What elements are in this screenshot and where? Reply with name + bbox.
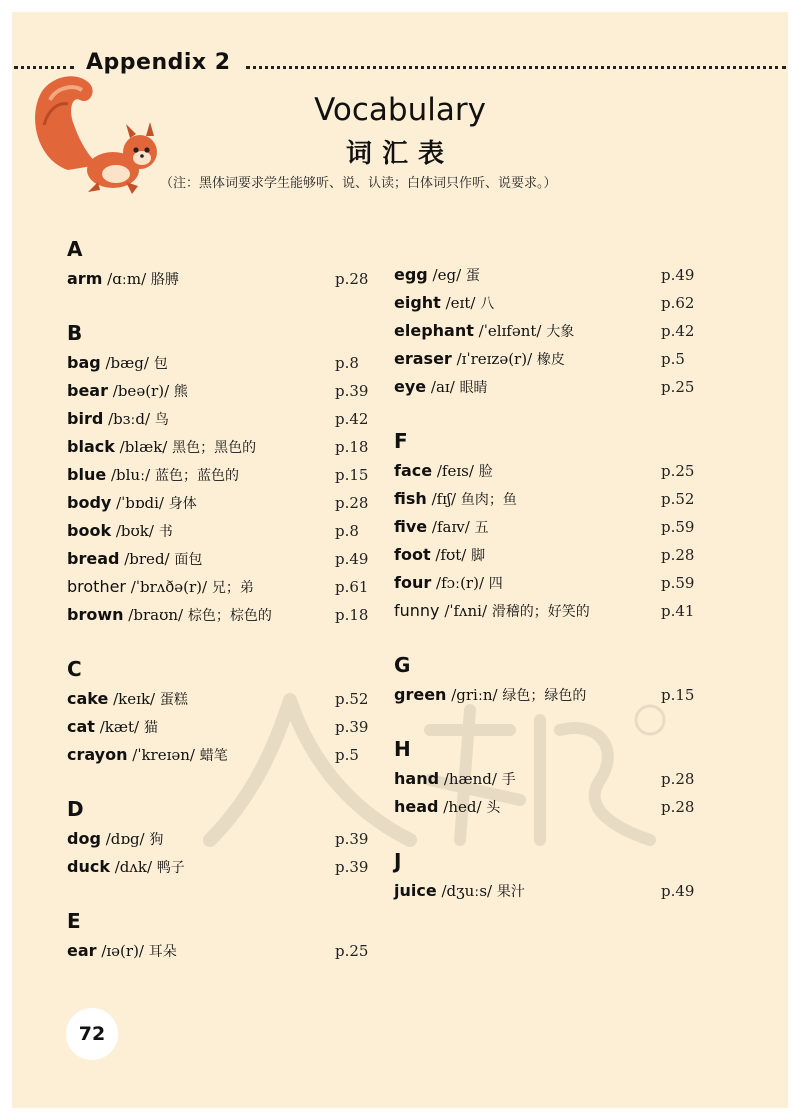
vocab-entry	[67, 349, 359, 377]
entry-meaning: 鸭子	[156, 860, 185, 876]
entry-word: blue	[67, 465, 107, 484]
entry-word: elephant	[394, 321, 474, 340]
entry-phonetic: /eg/	[432, 266, 462, 284]
section-letter: D	[67, 797, 84, 821]
section-h	[394, 737, 695, 821]
entry-word: bird	[67, 409, 104, 428]
section-f	[394, 429, 695, 625]
entry-word: fish	[394, 489, 427, 508]
section-letter: F	[394, 429, 408, 453]
vocab-entry	[394, 261, 695, 289]
vocab-entry	[67, 517, 359, 545]
section-e-continued	[394, 261, 695, 401]
section-g	[394, 653, 695, 709]
entry-meaning: 脚	[471, 548, 486, 564]
entry-meaning: 鱼肉；鱼	[460, 492, 517, 508]
entry-phonetic: /bɜːd/	[108, 410, 151, 428]
header-dotted-rule-right	[246, 66, 786, 69]
entry-phonetic: /ɑːm/	[107, 270, 147, 288]
entry-meaning: 熊	[173, 384, 188, 400]
section-j	[394, 849, 695, 905]
entry-page: p.25	[335, 942, 369, 960]
section-letter: J	[394, 849, 402, 873]
entry-word: foot	[394, 545, 431, 564]
entry-meaning: 脸	[478, 464, 493, 480]
entry-meaning: 兄；弟	[211, 580, 254, 596]
section-letter: E	[67, 909, 81, 933]
entry-word: funny	[394, 601, 440, 620]
usage-note: （注：黑体词要求学生能够听、说、认读；白体词只作听、说要求。）	[160, 176, 557, 191]
page-title: Vocabulary	[314, 92, 486, 128]
section-b	[67, 321, 369, 629]
entry-phonetic: /ˈbɒdi/	[116, 494, 164, 512]
entry-page: p.42	[335, 410, 369, 428]
entry-word: bread	[67, 549, 120, 568]
entry-meaning: 蛋糕	[159, 692, 188, 708]
entry-page: p.15	[661, 686, 695, 704]
entry-page: p.49	[335, 550, 369, 568]
entry-word: cake	[67, 689, 109, 708]
vocab-entry	[67, 405, 369, 433]
entry-page: p.8	[335, 354, 359, 372]
section-letter: G	[394, 653, 411, 677]
entry-meaning: 八	[480, 296, 495, 312]
entry-meaning: 手	[501, 772, 516, 788]
entry-word: juice	[394, 881, 437, 900]
vocab-entry	[394, 681, 695, 709]
entry-page: p.39	[335, 382, 369, 400]
vocab-entry	[394, 569, 695, 597]
entry-word: eye	[394, 377, 427, 396]
entry-meaning: 身体	[168, 496, 197, 512]
vocab-entry	[67, 573, 369, 601]
entry-phonetic: /aɪ/	[430, 378, 455, 396]
vocab-column-right	[394, 261, 695, 905]
entry-phonetic: /beə(r)/	[112, 382, 170, 400]
section-a	[67, 237, 369, 293]
vocab-entry	[394, 793, 695, 821]
entry-phonetic: /keɪk/	[113, 690, 156, 708]
entry-page: p.8	[335, 522, 359, 540]
entry-page: p.52	[335, 690, 369, 708]
entry-meaning: 果汁	[496, 884, 525, 900]
entry-page: p.28	[661, 546, 695, 564]
vocab-entry	[67, 545, 369, 573]
entry-page: p.42	[661, 322, 695, 340]
vocab-entry	[394, 345, 685, 373]
entry-meaning: 猫	[143, 720, 158, 736]
entry-meaning: 包	[153, 356, 168, 372]
entry-phonetic: /griːn/	[451, 686, 498, 704]
entry-page: p.18	[335, 606, 369, 624]
entry-word: ear	[67, 941, 97, 960]
vocab-entry	[67, 853, 369, 881]
entry-meaning: 大象	[546, 324, 575, 340]
entry-page: p.39	[335, 718, 369, 736]
entry-page: p.62	[661, 294, 695, 312]
vocab-entry	[67, 937, 369, 965]
vocab-column-left	[67, 237, 369, 965]
entry-page: p.39	[335, 830, 369, 848]
entry-word: bear	[67, 381, 108, 400]
vocab-entry	[67, 461, 369, 489]
entry-meaning: 五	[474, 520, 489, 536]
entry-meaning: 狗	[149, 832, 164, 848]
header-dotted-rule-left	[14, 66, 74, 69]
vocab-entry	[394, 289, 695, 317]
vocab-entry	[67, 601, 369, 629]
entry-word: black	[67, 437, 115, 456]
entry-page: p.59	[661, 518, 695, 536]
entry-word: dog	[67, 829, 101, 848]
entry-page: p.28	[335, 494, 369, 512]
vocab-entry	[394, 317, 695, 345]
vocab-entry	[394, 513, 695, 541]
entry-page: p.18	[335, 438, 369, 456]
entry-page: p.28	[661, 798, 695, 816]
section-d	[67, 797, 369, 881]
entry-phonetic: /bred/	[124, 550, 170, 568]
entry-meaning: 绿色；绿色的	[502, 688, 587, 704]
entry-word: face	[394, 461, 433, 480]
entry-word: body	[67, 493, 112, 512]
vocab-entry	[67, 825, 369, 853]
entry-word: four	[394, 573, 432, 592]
entry-page: p.15	[335, 466, 369, 484]
vocab-entry	[67, 713, 369, 741]
vocab-entry	[394, 597, 695, 625]
vocab-entry	[67, 685, 369, 713]
entry-page: p.28	[335, 270, 369, 288]
entry-phonetic: /dʌk/	[114, 858, 153, 876]
entry-word: cat	[67, 717, 95, 736]
vocab-entry	[394, 877, 695, 905]
entry-meaning: 蓝色；蓝色的	[154, 468, 239, 484]
entry-meaning: 鸟	[154, 412, 169, 428]
entry-phonetic: /hed/	[443, 798, 482, 816]
entry-page: p.28	[661, 770, 695, 788]
entry-page: p.5	[661, 350, 685, 368]
entry-page: p.49	[661, 266, 695, 284]
vocab-entry	[67, 433, 369, 461]
entry-page: p.61	[335, 578, 369, 596]
vocab-entry	[394, 485, 695, 513]
entry-phonetic: /braʊn/	[128, 606, 184, 624]
entry-word: brother	[67, 577, 127, 596]
entry-word: brown	[67, 605, 124, 624]
entry-word: green	[394, 685, 447, 704]
section-letter: A	[67, 237, 83, 261]
entry-meaning: 橡皮	[536, 352, 565, 368]
section-letter: C	[67, 657, 82, 681]
entry-phonetic: /fɔː(r)/	[436, 574, 485, 592]
entry-meaning: 胳膊	[150, 272, 179, 288]
entry-word: crayon	[67, 745, 128, 764]
entry-word: hand	[394, 769, 440, 788]
entry-word: five	[394, 517, 428, 536]
entry-meaning: 面包	[174, 552, 203, 568]
entry-page: p.59	[661, 574, 695, 592]
entry-word: arm	[67, 269, 103, 288]
entry-meaning: 滑稽的；好笑的	[491, 604, 590, 620]
entry-phonetic: /dɒg/	[105, 830, 145, 848]
entry-page: p.5	[335, 746, 359, 764]
appendix-label: Appendix 2	[86, 50, 231, 75]
entry-meaning: 头	[486, 800, 501, 816]
entry-meaning: 蜡笔	[199, 748, 228, 764]
entry-word: egg	[394, 265, 428, 284]
vocab-entry	[67, 741, 359, 769]
entry-phonetic: /feɪs/	[436, 462, 474, 480]
entry-meaning: 书	[158, 524, 173, 540]
entry-phonetic: /faɪv/	[431, 518, 470, 536]
entry-word: duck	[67, 857, 110, 876]
vocab-entry	[67, 489, 369, 517]
entry-phonetic: /bæg/	[105, 354, 149, 372]
entry-page: p.25	[661, 462, 695, 480]
entry-phonetic: /hænd/	[443, 770, 497, 788]
entry-page: p.39	[335, 858, 369, 876]
entry-meaning: 眼睛	[459, 380, 488, 396]
entry-word: eight	[394, 293, 441, 312]
entry-phonetic: /ˈfʌni/	[444, 602, 488, 620]
vocab-entry	[394, 765, 695, 793]
entry-phonetic: /fɪʃ/	[431, 490, 457, 508]
entry-phonetic: /ˈbrʌðə(r)/	[130, 578, 208, 596]
entry-phonetic: /ˈelɪfənt/	[478, 322, 542, 340]
section-c	[67, 657, 369, 769]
vocab-entry	[394, 457, 695, 485]
vocab-entry	[394, 373, 695, 401]
entry-meaning: 黑色；黑色的	[172, 440, 257, 456]
entry-phonetic: /blæk/	[119, 438, 168, 456]
entry-meaning: 蛋	[465, 268, 480, 284]
entry-phonetic: /dʒuːs/	[441, 882, 493, 900]
entry-word: book	[67, 521, 112, 540]
entry-page: p.25	[661, 378, 695, 396]
section-e	[67, 909, 369, 965]
vocab-entry	[67, 377, 369, 405]
section-letter: B	[67, 321, 83, 345]
entry-meaning: 四	[488, 576, 503, 592]
entry-phonetic: /ˈkreɪən/	[132, 746, 195, 764]
page-subtitle: 词汇表	[345, 139, 454, 169]
entry-page: p.41	[661, 602, 695, 620]
entry-word: bag	[67, 353, 101, 372]
entry-meaning: 耳朵	[148, 944, 177, 960]
vocab-entry	[394, 541, 695, 569]
entry-phonetic: /fʊt/	[435, 546, 467, 564]
page-number: 72	[66, 1008, 118, 1060]
entry-word: head	[394, 797, 439, 816]
entry-phonetic: /ɪə(r)/	[101, 942, 144, 960]
entry-phonetic: /bʊk/	[111, 522, 154, 540]
section-letter: H	[394, 737, 411, 761]
entry-phonetic: /bluː/	[110, 466, 151, 484]
entry-page: p.49	[661, 882, 695, 900]
entry-word: eraser	[394, 349, 452, 368]
entry-page: p.52	[661, 490, 695, 508]
entry-meaning: 棕色；棕色的	[187, 608, 272, 624]
entry-phonetic: /eɪt/	[445, 294, 476, 312]
entry-phonetic: /kæt/	[99, 718, 140, 736]
entry-phonetic: /ɪˈreɪzə(r)/	[456, 350, 533, 368]
vocab-entry	[67, 265, 369, 293]
